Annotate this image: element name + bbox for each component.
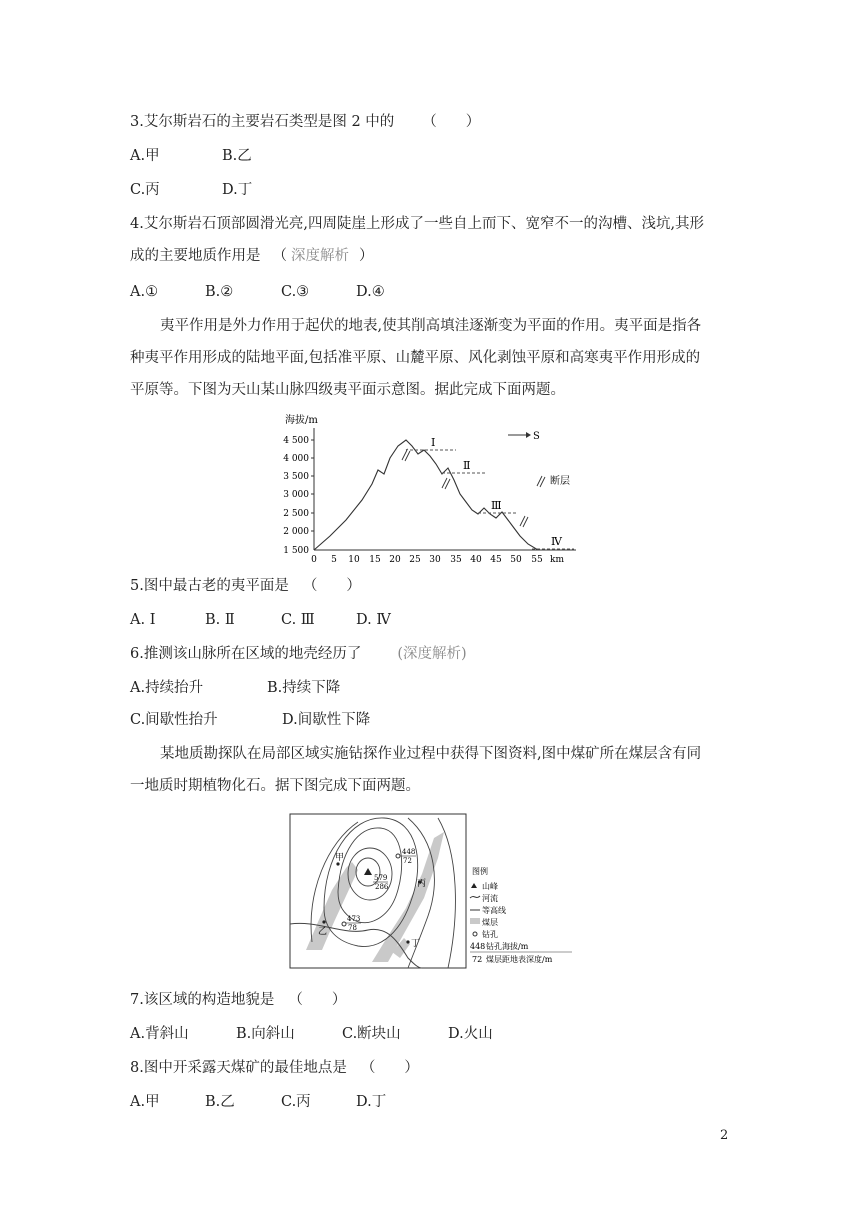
q8-option-d: D.丁	[356, 1094, 387, 1110]
q4-option-b: B.②	[205, 284, 234, 300]
legend-contour: 等高线	[482, 906, 506, 915]
x-tick: 5	[331, 555, 337, 565]
passage1-line1: 夷平作用是外力作用于起伏的地表,使其削高填洼逐渐变为平面的作用。夷平面是指各	[160, 318, 702, 334]
q4-stem-line2: 成的主要地质作用是 （ 深度解析 ）	[130, 248, 374, 264]
y-tick: 2 500	[283, 509, 309, 519]
q5-option-a: A. Ⅰ	[130, 612, 156, 628]
point-label-jia: 甲	[335, 853, 345, 863]
fault-legend-icon	[537, 476, 545, 487]
q8-option-a: A.甲	[130, 1094, 160, 1110]
q5-stem: 5.图中最古老的夷平面是 （ ）	[130, 578, 361, 594]
x-tick: 35	[450, 555, 462, 565]
y-tick: 1 500	[283, 546, 309, 556]
q7-option-c: C.断块山	[342, 1026, 401, 1042]
q6-option-d: D.间歇性下降	[282, 712, 371, 728]
drill-hole-icon	[342, 922, 346, 926]
q4-option-a: A.①	[130, 284, 159, 300]
drill-hole-icon	[396, 854, 400, 858]
x-tick: 25	[409, 555, 421, 565]
legend-drill-icon	[473, 932, 477, 936]
q7-option-a: A.背斜山	[130, 1026, 189, 1042]
coal-seam-contour-map	[288, 812, 578, 972]
y-tick: 2 000	[283, 527, 309, 537]
point-label-yi: 乙	[318, 927, 328, 937]
y-axis-label: 海拔/m	[285, 415, 318, 426]
q6-stem: 6.推测该山脉所在区域的地壳经历了 (深度解析)	[130, 646, 467, 662]
x-tick: 55	[531, 555, 543, 565]
x-tick: 45	[490, 555, 502, 565]
level-label-2: Ⅱ	[463, 459, 471, 472]
q8-stem: 8.图中开采露天煤矿的最佳地点是 （ ）	[130, 1060, 419, 1076]
page-number: 2	[720, 1128, 729, 1143]
x-unit: km	[550, 555, 564, 565]
q3-option-a: A.甲	[130, 148, 160, 164]
legend-drill-bottom-label: 煤层距地表深度/m	[486, 955, 553, 964]
q7-option-d: D.火山	[448, 1026, 493, 1042]
level-label-4: Ⅳ	[551, 535, 562, 548]
drill-top-value: 579	[374, 874, 388, 882]
fault-legend-label: 断层	[550, 476, 570, 487]
x-tick: 10	[348, 555, 360, 565]
q6-option-b: B.持续下降	[267, 680, 341, 696]
point-label-bing: 丙	[417, 879, 427, 889]
q3-stem: 3.艾尔斯岩石的主要岩石类型是图 2 中的 （ ）	[130, 114, 481, 130]
legend-summit-icon	[471, 883, 477, 888]
point-marker	[406, 940, 409, 943]
point-label-ding: 丁	[411, 939, 421, 949]
legend-coal: 煤层	[482, 918, 498, 927]
passage2-line2: 一地质时期植物化石。据下图完成下面两题。	[130, 778, 420, 794]
legend-river-icon	[470, 896, 480, 898]
terrain-profile-line	[314, 440, 548, 550]
drill-top-value: 448	[402, 848, 416, 856]
level-label-3: Ⅲ	[491, 499, 502, 512]
direction-label: S	[533, 431, 540, 442]
y-tick: 3 000	[283, 490, 309, 500]
x-tick: 50	[510, 555, 522, 565]
q3-option-c: C.丙	[130, 182, 160, 198]
legend-coal-icon	[470, 918, 480, 924]
legend-title: 图例	[472, 867, 488, 876]
passage1-line3: 平原等。下图为天山某山脉四级夷平面示意图。据此完成下面两题。	[130, 382, 565, 398]
coal-seam-west	[306, 862, 361, 950]
q4-option-c: C.③	[281, 284, 310, 300]
q5-option-c: C. Ⅲ	[281, 612, 315, 628]
q4-stem-line1: 4.艾尔斯岩石顶部圆滑光亮,四周陡崖上形成了一些自上而下、宽窄不一的沟槽、浅坑,其形	[130, 216, 705, 232]
legend-drill-top-label: 钻孔海拔/m	[486, 942, 529, 951]
q7-option-b: B.向斜山	[236, 1026, 295, 1042]
q4-option-d: D.④	[356, 284, 385, 300]
drill-bottom-value: 286	[375, 883, 389, 891]
legend-drill-bottom: 72	[472, 955, 483, 964]
q8-option-b: B.乙	[205, 1094, 235, 1110]
q7-stem: 7.该区域的构造地貌是 （ ）	[130, 992, 347, 1008]
x-tick: 20	[389, 555, 401, 565]
y-tick: 4 500	[283, 436, 309, 446]
passage2-line1: 某地质勘探队在局部区域实施钻探作业过程中获得下图资料,图中煤矿所在煤层含有同	[160, 746, 702, 762]
summit-icon	[364, 868, 372, 875]
x-tick: 40	[470, 555, 482, 565]
q3-option-b: B.乙	[222, 148, 252, 164]
x-tick: 0	[311, 555, 317, 565]
drill-bottom-value: 72	[403, 857, 412, 865]
q8-option-c: C.丙	[281, 1094, 311, 1110]
legend-drill: 钻孔	[482, 930, 498, 939]
q5-option-b: B. Ⅱ	[205, 612, 235, 628]
passage1-line2: 种夷平作用形成的陆地平面,包括准平原、山麓平原、风化剥蚀平原和高寒夷平作用形成的	[130, 350, 701, 366]
x-tick: 15	[369, 555, 381, 565]
q3-option-d: D.丁	[222, 182, 253, 198]
drill-top-value: 473	[347, 915, 361, 923]
point-marker	[322, 920, 325, 923]
y-tick: 3 500	[283, 472, 309, 482]
legend-summit: 山峰	[482, 882, 498, 891]
q6-option-c: C.间歇性抬升	[130, 712, 218, 728]
legend-drill-top: 448	[470, 942, 486, 951]
legend-river: 河流	[482, 894, 498, 903]
q5-option-d: D. Ⅳ	[356, 612, 391, 628]
y-tick: 4 000	[283, 454, 309, 464]
level-label-1: Ⅰ	[431, 436, 436, 449]
drill-bottom-value: 78	[348, 924, 357, 932]
q6-option-a: A.持续抬升	[130, 680, 204, 696]
planation-surface-profile-figure	[280, 410, 580, 570]
x-tick: 30	[429, 555, 441, 565]
